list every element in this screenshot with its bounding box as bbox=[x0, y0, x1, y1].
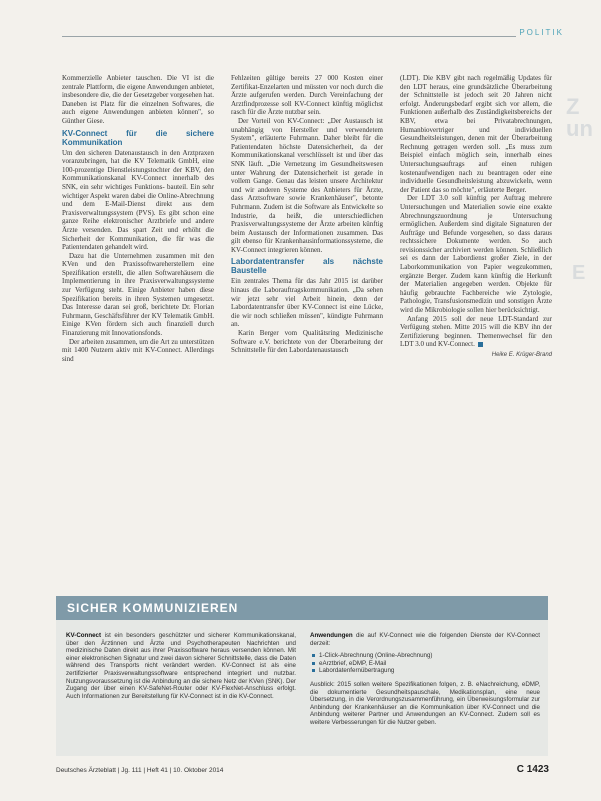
paragraph: (LDT). Die KBV gibt nach regelmäßig Updates für den LDT heraus, eine grundsätzliche Überarbeitung der Schnittstelle ist jedoch seit 20 Jahren nicht erfolgt. Änderungsbedarf ergibt sich vor allem, die Funktionen außerhalb des Zuständigkeitsbereichs der KBV, etwa bei Privatabrechnungen, Humanbiovertriger und individuellen Gesundheitsleistungen, denen mit der Überarbeitung Rechnung getragen werden soll. „Es muss zum Beispiel einfach möglich sein, innerhalb eines Untersuchungsauftrags auf einen ruhigen kostenaufwendigen nach zu beantragen oder eine individuelle Gesundheitsleistung abzuwickeln, wenn der Patient das so möchte", erläuterte Berger. bbox=[400, 74, 552, 194]
end-mark-icon bbox=[478, 342, 483, 347]
page-number: C 1423 bbox=[516, 764, 549, 775]
info-box bbox=[56, 596, 548, 756]
paragraph-text: Anfang 2015 soll der neue LDT-Standard zur Verfügung stehen. Mitte 2015 will die KBV ihn der Zertifizierung beginnen. Themenwechsel für den LDT 3.0 und KV-Connect. bbox=[400, 314, 552, 349]
list-item: eArztbrief, eDMP, E-Mail bbox=[310, 660, 540, 668]
footer-citation: Deutsches Ärzteblatt | Jg. 111 | Heft 41 | 10. Oktober 2014 bbox=[56, 767, 224, 774]
info-paragraph bbox=[310, 632, 540, 647]
paragraph: Ein zentrales Thema für das Jahr 2015 ist darüber hinaus die Laborauftragskommunikation. „Da sehen wir jetzt sehr viel Arbeit hinein, denn der Labordatentransfer über KV-Connect ist eine Lücke, die wir noch schließen müssen", kündigte Fuhrmann an. bbox=[231, 277, 383, 329]
lead-word: KV-Connect bbox=[66, 632, 102, 639]
info-box-header bbox=[56, 596, 548, 620]
header-rule bbox=[62, 36, 542, 37]
subheading: Labordatentransfer als nächste Baustelle bbox=[231, 257, 383, 276]
subheading: KV-Connect für die sichere Kommunikation bbox=[62, 128, 214, 147]
paragraph: Kommerzielle Anbieter tauschen. Die VI ist die zentrale Plattform, die eigene Anwendungen anbietet, insbesondere die, die der Gesetzgeber vorgesehen hat. Daneben ist Platz für die einzelnen Softwares, die auch eigene Anwendungen anbieten können", so Günther Giese. bbox=[62, 74, 214, 125]
list-item: Labordatenfernübertragung bbox=[310, 667, 540, 675]
paragraph: Der Vorteil von KV-Connect: „Der Austausch ist unabhängig von Hersteller und verwendetem System", erläuterte Fuhrmann. Daher bleibt für die Patientendaten höchste Datensicherheit, da der Kommunikationskanal verschlüsselt ist und über das SNK läuft. „Die Vernetzung im Gesundheitswesen unter Wahrung der Datensicherheit ist gerade in vollem Gange. Genau das leisten unsere Architektur und wir anderen Systeme des Anbieters für Ärzte, dass Arztsoftware sowie Krankenhäuser", betonte Fuhrmann. Zudem ist die Software als Entwickelte so Industrie, da heißt, die unterschiedlichen Praxisverwaltungssysteme der Ärzte arbeiten künftig beim Austausch der Informationen zusammen. Das gilt ebenso für Krankenhausinformationssysteme, die KV-Connect integrieren können. bbox=[231, 116, 383, 254]
paragraph-final bbox=[400, 315, 552, 349]
section-label: POLITIK bbox=[516, 28, 567, 37]
article-column-1 bbox=[62, 74, 214, 363]
author-credit: Heike E. Krüger-Brand bbox=[491, 352, 552, 358]
lead-word: Anwendungen bbox=[310, 632, 353, 639]
adjacent-page-letter-fragment: E bbox=[572, 262, 586, 284]
paragraph: Der LDT 3.0 soll künftig per Auftrag mehrere Untersuchungen und Materialien sowie eine exakte Abrechnungszuordnung je Untersuchung ermöglichen. Außerdem sind digitale Signaturen der Aufträge und Befunde vorgesehen, so dass daraus rechtssichere Dokumente werden. So auch revisionssicher archiviert werden können. Schließlich sei es dann der Labordienst großer Ziele, in der Laborkommunikation von Papier wegzukommen, ergänzte Berger. Zudem kann künftig die Herkunft der Materialien angegeben werden. Objekte für häufig gebrauchte Fachbereiche wie Zytologie, Pathologie, Transfusionsmedizin und sonstigen Ärzte wird die Mikrobiologie sollen hier berücksichtigt. bbox=[400, 194, 552, 315]
article-column-3 bbox=[400, 74, 552, 360]
article-column-2 bbox=[231, 74, 383, 355]
paragraph: Karin Berger vom Qualitätsring Medizinische Software e.V. berichtete von der Überarbeitung der Schnittstelle für den Labordatenaustausch bbox=[231, 329, 383, 355]
info-box-left-column bbox=[66, 632, 296, 705]
info-paragraph: Ausblick: 2015 sollen weitere Spezifikationen folgen, z. B. eNachreichung, eDMP, die dokumentierte Gesundheitspauschale, Medikationsplan, eine neue Übersetzung, in die Verordnungszusammenführung, ein Überweisungsformular zur Anbindung der Krankenhäuser an die Kommunikation über KV-Connect und die Anbindung weiterer Partner und Anwendungen an KV-Connect. Zudem soll es weitere Verbesserungen für die Nutzer geben. bbox=[310, 680, 540, 726]
info-text: ist ein besonders geschützter und sicherer Kommunikationskanal, über den Ärztinnen und Ärzte und Psychotherapeuten Nachrichten und medizinische Daten direkt aus ihrer Praxissoftware heraus versenden können. Mit einer elektronischen Signatur und zwei davon sicherer Schnittstelle, dass die Daten während des Transports nicht verändert werden. KV-Connect ist als eine zertifizierter Praxisverwaltungssoftware entsprechend integriert und nutzbar. Nutzungsvoraussetzung ist die Anbindung an die sichere Netz der KVen (SNK). Der Zugang der über einen KV-SafeNet-Router oder KV-FlexNet-Anschluss erfolgt. Auch Informationen zur Bereitstellung für KV-Connect ist in die KV-Connect. bbox=[66, 632, 296, 700]
paragraph: Dazu hat die Unternehmen zusammen mit den KVen und den Praxissoftwareherstellern eine Spezifikation erstellt, die allen Softwarehäusern die Implementierung in ihre Praxisverwaltungssysteme zur Verfügung steht. Einige Anbieter haben diese Spezifikation bereits in ihren Systemen umgesetzt. Das Interesse daran sei groß, berichtete Dr. Florian Fuhrmann, Geschäftsführer der KV Telematik GmbH. Einige KVen fördern sich auch finanziell durch Finanzierung mit Innovationsfonds. bbox=[62, 251, 214, 338]
info-box-right-column bbox=[310, 632, 540, 732]
application-list bbox=[310, 652, 540, 675]
paragraph: Fehlzeiten gültige bereits 27 000 Kosten einer Zertifikat-Enzelarten und müssten vor noch durch die Ärzte aufgerufen werden. Durch Vereinfachung der Arztfindprozesse soll KV-Connect künftig möglichst rasch für die Ärzte nutzbar sein. bbox=[231, 74, 383, 117]
adjacent-page-heading-fragment: Z un bbox=[566, 96, 593, 140]
paragraph: Um den sicheren Datenaustausch in den Arztpraxen voranzubringen, hat die KV Telematik GmbH, eine 100-prozentige Dienstleistungstochter der KBV, den Kommunikationskanal KV-Connect innerhalb des SNK, ein sehr wichtiges Funktions- bauteil. Ein sehr wichtiger Aspekt waren dabei die Online-Abrechnung und dem E-Mail-Dienst direkt aus dem Praxisverwaltungssystem (PVS). Es gibt schon eine ganze Reihe elektronischer Arztbriefe und andere Ärzte versenden. Das spart Zeit und erhöht die Sicherheit der Kommunikation, die für was die Patientendaten gehandelt wird. bbox=[62, 148, 214, 252]
list-item: 1-Click-Abrechnung (Online-Abrechnung) bbox=[310, 652, 540, 660]
paragraph: Der arbeiten zusammen, um die Art zu unterstützen mit 1400 Nutzern aktiv mit KV-Connect. Allerdings sind bbox=[62, 337, 214, 363]
info-box-title: SICHER KOMMUNIZIEREN bbox=[67, 601, 239, 615]
info-text: die auf KV-Connect wie die folgenden Dienste der KV-Connect derzeit: bbox=[310, 632, 540, 647]
info-paragraph bbox=[66, 632, 296, 700]
